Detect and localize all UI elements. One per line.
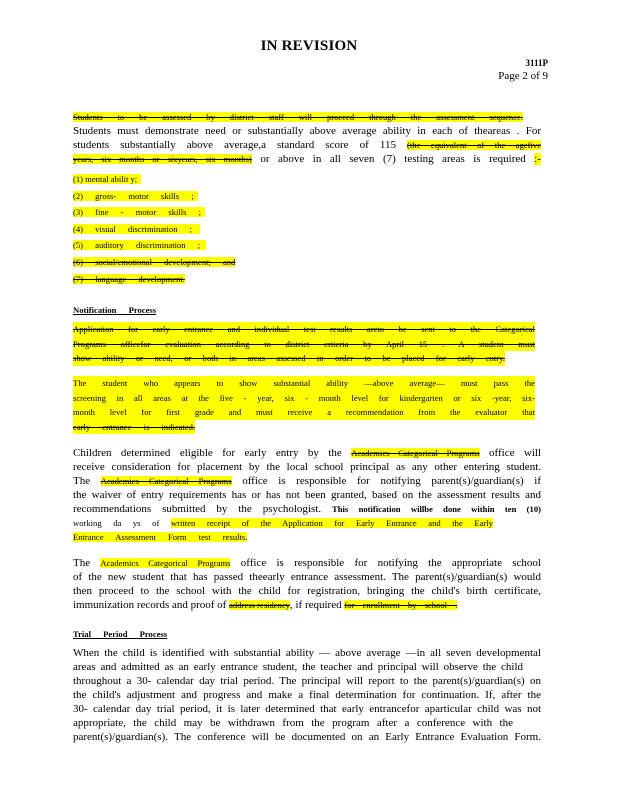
list-item: (2) gross- motor skills ; xyxy=(73,188,541,205)
intro-line-1: Students must demonstrate need or substantially above average ability in each of theareas . For xyxy=(73,125,541,137)
document-number: 3111P xyxy=(525,58,548,68)
enrollment-highlight: for enrollment by school . xyxy=(344,600,458,610)
intro-line-2: students substantially above average,a standard score of 115 (the equivalent of the agefive xyxy=(73,139,541,151)
age-equivalent-highlight: (the equivalent of the agefive xyxy=(407,140,541,150)
struck-sentence: Students to be assessed by district staff will proceed through the assessment sequence. xyxy=(73,112,523,122)
list-item: (4) visual discrimination ; xyxy=(73,221,541,238)
intro-paragraph xyxy=(73,110,541,166)
list-item: (5) auditory discrimination ; xyxy=(73,237,541,254)
list-item: (7) language development. xyxy=(73,273,185,284)
receipt-highlight: written receipt of the Application for Early Entrance and the Early xyxy=(170,518,493,528)
colon-highlight: :- xyxy=(534,153,541,165)
academics-highlight: Academics Categorical Programs xyxy=(100,476,232,486)
list-item: (1) mental abilit y; xyxy=(73,171,541,188)
page-title: IN REVISION xyxy=(260,38,358,54)
notification-heading-block xyxy=(73,303,541,317)
trial-heading-block xyxy=(73,627,541,641)
trial-paragraph: When the child is identified with substantial ability — above average —in all seven developmental areas and admitted as an early entrance student, the teacher and principal will observe the child throughout a 30- calendar day trial period. The principal will report to the parent(s)/guardian(s) on the child's adjustment and progress and make a final determination for continuation. If, after the 30- calendar day trial period, it is later determined that early entrancefor aparticular child was not appropriate, the child may be withdrawn from the program after a conference with the parent(s)/guardian(s). The conference will be documented on an Early Entrance Evaluation Form. xyxy=(73,647,541,743)
list-item: (6) social/emotional development; and xyxy=(73,256,236,267)
trial-heading: Trial Period Process xyxy=(73,629,168,639)
page-number: Page 2 of 9 xyxy=(498,70,548,82)
notification-heading: Notification Process xyxy=(73,305,157,315)
list-item: (3) fine - motor skills ; xyxy=(73,204,541,221)
academics-highlight: Academics Categorical Programs xyxy=(351,448,480,458)
intro-line-3: years, six months or sixyears, six months) or above in all seven (7) testing areas is required :- xyxy=(73,153,541,165)
academics-highlight: Academics Categorical Programs xyxy=(100,558,231,568)
eligibility-paragraph: Children determined eligible for early entry by the Academics Categorical Programs office will receive consideration for placement by the local school principal as any other entering student. The Academics Categorical Programs office is responsible for notifying parent(s)/guardian(s) if the waiver of entry requirements has or has not been granted, based on the assessment results and recommendations submitted by the psychologist. This notification willbe done within ten (10) working da ys of written receipt of the Application for Early Entrance and the Early Entrance Assessment Form test results. xyxy=(73,447,541,542)
receipt-highlight-cont: Entrance Assessment Form test results. xyxy=(73,532,248,542)
age-equivalent-highlight-cont: years, six months or sixyears, six months) xyxy=(73,154,252,164)
screening-paragraph: The student who appears to show substantial ability —above average— must pass the screening in all areas at the five - year, six - month level for kindergarten or six -year, six- month level for first grade and must receive a recommendation from the evaluator that early entrance is indicated. xyxy=(73,376,541,434)
notify-school-paragraph: The Academics Categorical Programs office is responsible for notifying the appropriate school of the new student that has passed theearly entrance assessment. The parent(s)/guardian(s) would then proceed to the school with the child for registration, bringing the child's birth certificate, immunization records and proof of address residency, if required for enrollment by school . xyxy=(73,557,541,611)
testing-areas-list xyxy=(73,171,541,287)
struck-application-paragraph: Application for early entrance and individual test results areto be sent to the Categorical Programs officefor evaluation according to district criteria by April 15 . A student must show ability or need, or both in areas assessed in order to be placed for early entry. xyxy=(73,322,541,366)
address-highlight: address residency xyxy=(229,600,290,610)
